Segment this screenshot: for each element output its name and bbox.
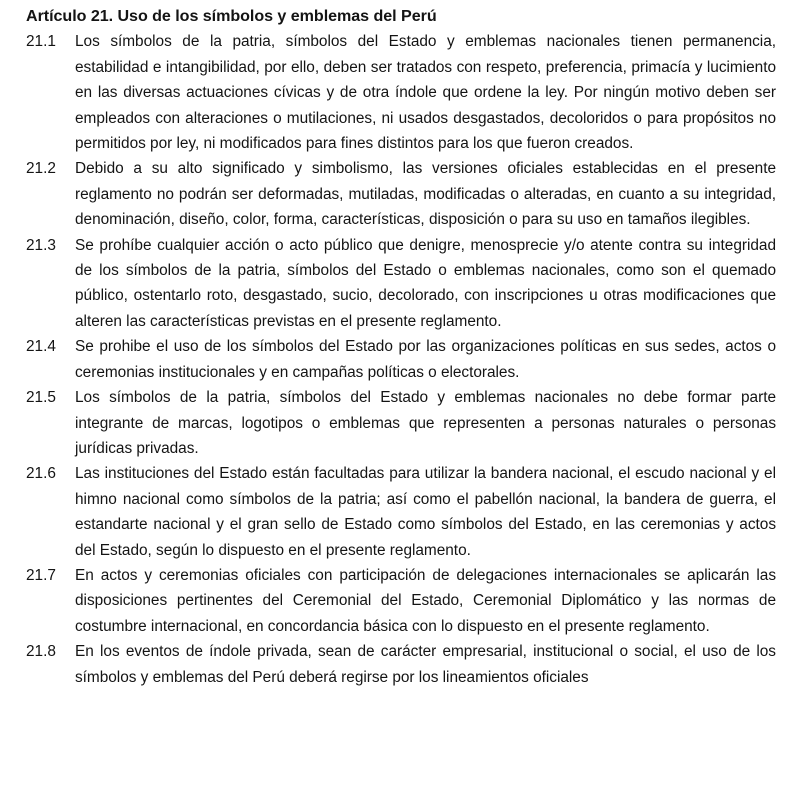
- clause-text: Debido a su alto significado y simbolismo, las versiones oficiales establecidas en el presente reglamento no podrán ser deformadas, mutiladas, modificadas o alteradas, en cuanto a su integridad, denominación, diseño, color, forma, características, disposición o para su uso en tamaños ilegibles.: [75, 160, 776, 229]
- clause-number: 21.1: [26, 33, 56, 51]
- clause-number: 21.3: [26, 236, 56, 254]
- clause-text: Las instituciones del Estado están facultadas para utilizar la bandera nacional, el escudo nacional y el himno nacional como símbolos de la patria; así como el pabellón nacional, la bandera de guerra, el estandarte nacional y el gran sello de Estado como símbolos del Estado, en las ceremonias y actos del Estado, según lo dispuesto en el presente reglamento.: [75, 465, 776, 559]
- clause-21-7: [26, 563, 776, 639]
- clause-number: 21.2: [26, 160, 56, 178]
- clause-21-1: [26, 29, 776, 156]
- clause-21-6: [26, 461, 776, 563]
- clause-number: 21.7: [26, 566, 56, 584]
- page-title: Artículo 21. Uso de los símbolos y emblemas del Perú: [26, 7, 437, 25]
- clause-21-3: [26, 233, 776, 335]
- clause-text: En los eventos de índole privada, sean de carácter empresarial, institucional o social, el uso de los símbolos y emblemas del Perú deberá regirse por los lineamientos oficiales: [75, 643, 776, 686]
- clause-number: 21.5: [26, 389, 56, 407]
- clause-21-5: [26, 385, 776, 461]
- clause-number: 21.4: [26, 338, 56, 356]
- clause-number: 21.6: [26, 465, 56, 483]
- clause-list: [26, 29, 776, 690]
- clause-text: Se prohíbe cualquier acción o acto público que denigre, menosprecie y/o atente contra su integridad de los símbolos de la patria, símbolos del Estado o emblemas nacionales, como son el quemado público, ostentarlo roto, desgastado, sucio, decolorado, con inscripciones u otras modificaciones que alteren las características previstas en el presente reglamento.: [75, 236, 776, 330]
- clause-text: Los símbolos de la patria, símbolos del Estado y emblemas nacionales no debe formar parte integrante de marcas, logotipos o emblemas que representen a personas naturales o personas jurídicas privadas.: [75, 389, 776, 457]
- clause-text: Se prohibe el uso de los símbolos del Estado por las organizaciones políticas en sus sedes, actos o ceremonias institucionales y en campañas políticas o electorales.: [75, 338, 776, 381]
- clause-text: Los símbolos de la patria, símbolos del Estado y emblemas nacionales tienen permanencia, estabilidad e intangibilidad, por ello, deben ser tratados con respeto, preferencia, primacía y lucimiento en las diversas actuaciones cívicas y de otra índole que ordene la ley. Por ningún motivo deben ser empleados con alteraciones o mutilaciones, ni usados desgastados, decoloridos o para propósitos no permitidos por ley, ni modificados para fines distintos para los que fueron creados.: [75, 33, 776, 153]
- clause-21-2: [26, 156, 776, 232]
- clause-21-8: [26, 639, 776, 690]
- clause-21-4: [26, 334, 776, 385]
- clause-number: 21.8: [26, 643, 56, 661]
- clause-text: En actos y ceremonias oficiales con participación de delegaciones internacionales se aplicarán las disposiciones pertinentes del Ceremonial del Estado, Ceremonial Diplomático y las normas de costumbre internacional, en concordancia básica con lo dispuesto en el presente reglamento.: [75, 566, 776, 635]
